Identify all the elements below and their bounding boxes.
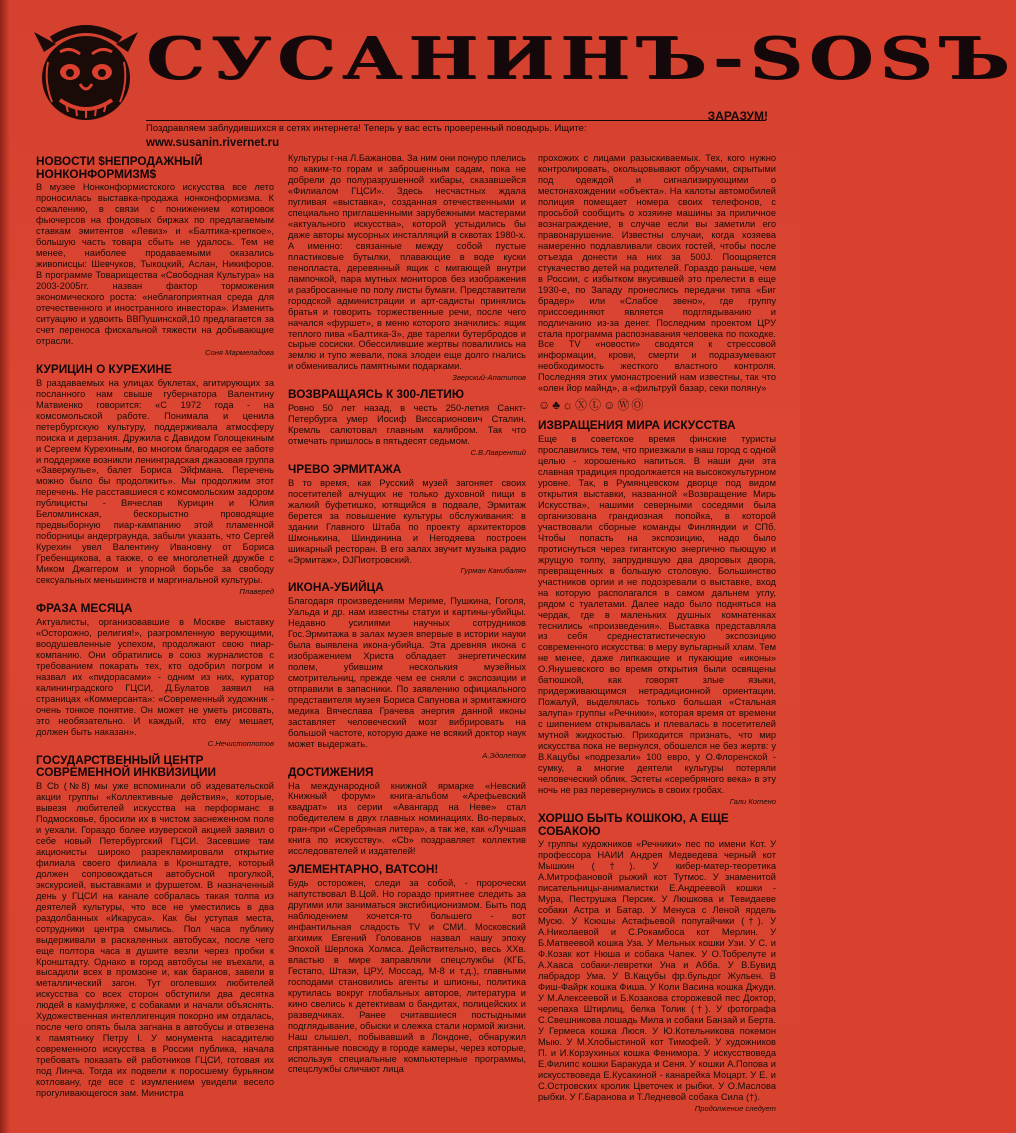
site-link[interactable]: www.susanin.rivernet.ru: [146, 137, 280, 149]
masthead-corner-label: ЗАРАЗУМ!: [707, 109, 768, 123]
article-body: Ровно 50 лет назад, в честь 250-летия Санкт-Петербурга умер Иосиф Виссарионович Сталин. Кремль салютовал главным калибром. Так что отмечать пришлось в пятьдесят седьмом.: [288, 403, 526, 447]
continued-note: Продолжение следует: [694, 1103, 776, 1113]
article-300: [288, 388, 526, 457]
article-title: ГОСУДАРСТВЕННЫЙ ЦЕНТР СОВРЕМЕННОЙ ИНКВИЗИЦИИ: [36, 752, 216, 780]
article-title: ДОСТИЖЕНИЯ: [288, 764, 374, 779]
article-title: ЭЛЕМЕНТАРНО, ВАТСОН!: [288, 862, 439, 877]
article-inquisition: [36, 754, 274, 1100]
article-author: Плаверед: [239, 587, 274, 597]
article-title: ИЗВРАЩЕНИЯ МИРА ИСКУССТВА: [538, 418, 736, 433]
article-phrase: [36, 602, 274, 747]
article-inquisition-cont: [288, 153, 526, 382]
article-body: У группы художников «Речники» пес по имени Кот. У профессора НАИИ Андрея Медведева черный кот Мышкин (†). У кибер-матер-теоретика А.Митрофановой рыжий кот Тутмос. У знаменитой писательницы-анималистки Е.Андреевой кошки - Мура, Пеструшка Персик. У Люшкова и Тевидаеве собаки Астра и Батар. У Менуса с Леной ярдель Мусю. У Ксюшы Астафьевой попугайчики (†). У А.Николаевой и С.Рокамбоса кот Мерлин. У Б.Матвеевой кошка Уза. У Мельных кошки Уэи. У С. и Ф.Козак кот Нюша и собака Чапек. У О.Тобрелуте и А.Хааса собаки-левретки Уна и Абба. У В.Бувид лабрадор Ума. У В.Кацубы фр.бульдог Жульен. В Фиш-Файрк кошка Фиша. У Коли Васина кошка Джуди. У М.Алексеевой и Б.Козакова сторожевой пес Доктор, черепаха Штирлиц, белка Толик (†). У фотографа С.Свешникова лошадь Мила и собаки Банзай и Берта. У Гермеса кошка Люся. У Ю.Котельникова покемон Мыю. У М.Хлобыстиной кот Тимофей. У художников П. и И.Корзухиных кошка Фенимора. У искусствоведа Е.Филипс кошки Баракуда и Сеня. У кошки А.Попова и искусствоведа Е.Кусакиной - канарейка Моцарт. У Е. и С.Островских кролик Цветочек и рыбки. У О.Маслова рыбки. У Г.Баранова и Т.Ледневой собака Сила (†).: [538, 839, 776, 1102]
article-title: ВОЗВРАЩАЯСЬ К 300-ЛЕТИЮ: [288, 387, 465, 402]
article-body: Культуры г-на Л.Бажанова. За ним они понуро плелись по каким-то горам и заброшенным садам, пока не добрели до полуразрушенной хибары, сказавшейся «Филиалом ГЦСИ». Здесь несчастных ждала пугливая «выставка», созданная отечественными и специально приглашенными зарубежными мастерами «актуального искусства», которой устыдились бы даже авторы мусорных инсталляций в сквотах 1980-х. А именно: связанные между собой пустые пластиковые бутылки, плавающие в воде куски пенопласта, деревянный ящик с мигающей внутри лампочкой, пара мутных мониторов без изображения и разбросанные по полу листы бумаги. Представители городской администрации и арт-садисты принялись братья и говорить торжественные речи, после чего начался «фуршет», в меню которого значились: ящик теплого пива «Балтика-3», две тарелки бутербродов и сырые сосиски. Обессилившие жертвы повалились на землю и тупо жевали, пока злодеи еще долго гнались и обменивались памятными подарками.: [288, 153, 526, 372]
masthead-tagline: Поздравляем заблудившихся в сетях интернета! Теперь у вас есть проверенный поводырь. Ищите:: [146, 123, 587, 134]
article-author: А.Эдолетов: [482, 750, 526, 760]
article-hermitage: [288, 463, 526, 575]
article-body: Еще в советское время финские туристы прославились тем, что приезжали в наш город с одной целью - хорошенько напиться. В наши дни эта славная традиция продолжается на высококультурном уровне. Так, в Румянцевском дворце под видом открытия выставки, названной «Возвращение Мирь Искусства», нашими северными соседями была организована грандиозная попойка, в которой участвовали сборные команды Финляндии и СПб. Чтобы попасть на экспозицию, надо было протиснуться через гигантскую энергично пьющую и жрущую толпу, запрудившую два дворовых двора, превращенных в большую столовую. Большинство участников оргии и не подозревали о выставке, вход на которую располагался в самом дальнем углу, рядом с туалетами. Далее надо было подняться на чердак, где в маленьких душных комнатенках теснились «произведения». Выставка представляла из себя среднестатистическую экспозицию современного искусства: в меру вульгарный хлам. Тем не менее, даже липкающие и пукающие «иконы» О.Янушевского во время открытия были освящены батюшкой, как говорят злые языки, придерживающимся нетрадиционной ориентации. Пожалуй, выделялась только большая «Стальная залупа» группы «Речники», которая время от времени с шипением открывалась и плевалась в посетителей мутной жидкостью. Приходится признать, что мир искусства пока не вернулся, обошелся не без жертв: у В.Кацубы «подрезали» 100 евро, у О.Флоренской - сумку, а многие деятели культуры потеряли человеческий облик. Эстеты «серебряного века» в эту ночь не раз перевернулись в своих гробах.: [538, 434, 776, 796]
article-achievements: [288, 766, 526, 858]
article-news: [36, 155, 274, 357]
article-body: На международной книжной ярмарке «Невский Книжный форум» книга-альбом «Арефьевский квадрат» из серии «Авангард на Неве» стал победителем в двух главных номинациях. Во-первых, гран-при «Серебряная литера», а так же, как «Лучшая книга по искусству». «Сb» поздравляет коллектив исследователей и издателей!: [288, 780, 526, 857]
article-author: Соня Мармеладова: [205, 348, 274, 357]
article-author: С.В.Лаврентий: [470, 447, 526, 457]
article-author: Гурман Канибалян: [460, 566, 526, 576]
masthead-rule: [146, 120, 766, 121]
article-watson: [288, 863, 526, 1075]
article-author: Гали Котено: [729, 797, 776, 807]
column-right: [538, 153, 776, 1119]
article-author: С.Нечистоплотов: [207, 738, 274, 748]
article-perversions: [538, 419, 776, 806]
article-pets: [538, 812, 776, 1113]
article-body: В Сb (№8) мы уже вспоминали об издевательской акции группы «Коллективные действия», которые, вывезя любителей искусства на перформанс в Подмосковье, бросили их в чистом заснеженном поле и уехали. Гораздо более изуверской акцией заявил о себе новый Петербургский ГЦСИ. Засевшие там акционисты широко разрекламировали открытие филиала своего филиала в Кронштадте, который должен сопровождаться автобусной прогулкой, экскурсией, выставками и фуршетом. В назначенный день у ГЦСИ на канале собралась такая толпа из деятелей культуры, что все не уместились в два раздолбанных «Икаруса». Как бы уступая места, сотрудники центра смылись. Пол часа публику выдерживали в раскаленных автобусах, после чего еще полтора часа в душите везли через пробки к Кронштадту. Однако в город автобусы не въехали, а высадили всех в промзоне и, как баранов, завели в металлический загон. Тут оголевших любителей искусства со всех сторон обступили два десятка людей в камуфляже, с собаками и начали объяснять. Художественная интеллигенция покорно им отдалась, после чего опять была загнана в автобусы и отвезена к памятнику Петру I. У монумента насадителю современного искусства в России публика, начала требовать показать ей работников ГЦСИ, готовая их под Линча. Тогда их подвели к поросшему бурьяном котловану, где все с изумлением увидели весело прогуливающегося зам. Министра: [36, 781, 274, 1099]
masthead-title: СУСАНИНЪ-SOSЪ: [146, 25, 1016, 93]
article-title: ХОРШО БЫТЬ КОШКОЮ, А ЕЩЕ СОБАКОЮ: [538, 811, 729, 838]
article-icon: [288, 581, 526, 759]
article-kuritsin: [36, 363, 274, 596]
article-body: В то время, как Русский музей загоняет своих посетителей алчущих не только духовной пищи в жалкий буфетишко, ютящийся в подвале, Эрмитаж берется за повышение культуры обслуживания: в здании Главного Штаба по проекту архитекторов Шмонькина, Шиндинина и Негодяева построен шикарный ресторан. В его залах звучит музыка радио «Эрмитаж», DJПиотровский.: [288, 477, 526, 565]
column-middle: [288, 153, 526, 1081]
article-author: Зверский-Апатитов: [452, 373, 526, 383]
article-watson-cont: [538, 153, 776, 413]
column-left: [36, 153, 274, 1105]
article-title: ФРАЗА МЕСЯЦА: [36, 601, 133, 616]
article-body: Будь осторожен, следи за собой, - пророчески напутствовал В.Цой. Но гораздо приятнее следить за другими или заниматься эксгибиционизмом. Быть под наблюдением хочется-то большего - вот инфантильная сладость TV и СМИ. Московский агхимик Евгений Голованов назвал нашу эпоху Эпохой Шерлока Холмса. Действительно, весь XXв. властью в мире заправляли спецслужбы (КГБ, Гестапо, Штази, ЦРУ, Моссад, M-8 и т.д.), главными господами становились агенты и шпионы, политика крутилась вокруг глобальных авторов, литература и кино свелись к детективам о бандитах, полицейских и разведчиках. Ранее считавшиеся постыдными подглядывание, обыски и слежка стали нормой жизни. Наш слышел, побывавший в Лондоне, обнаружил спрятанные повсюду в городе камеры, через которые, используя специальные компьютерные программы, спецслужбы сличают лица: [288, 878, 526, 1075]
article-title: НОВОСТИ $НЕПРОДАЖНЫЙ НОНКОНФОРМИЗМ$: [36, 154, 203, 181]
article-body: Актуалисты, организовавшие в Москве выставку «Осторожно, религия!», разгромленную верующими, воодушевленные успехом, продолжают свою пиар-компанию. Они обратились в союз журналистов с требованием покарать тех, кто одобрил погром и назвал их «пидорасами» - одним из них, куратор калининградского ГЦСИ, Д.Булатов заявил на страницах «Коммерсанта»: «Современный художник - очень тонкое понятие. Он может не уметь рисовать, это необязательно. И каждый, кто ему мешает, должен быть наказан».: [36, 616, 274, 737]
article-title: ИКОНА-УБИЙЦА: [288, 580, 384, 595]
article-body: прохожих с лицами разыскиваемых. Тех, кого нужно контролировать, окольцовывают обручами, скрытыми под одеждой и сигнализирующими о местонахождении «объекта». На калоты автомобилей полиция помещает номера своих телефонов, с просьбой сообщить о хозяине машины за приличное вознаграждение, в случае если вы заметили его правонарушение. Известны случаи, когда хозяева намеренно подлавливали своих гостей, чтобы после отъезда донести на них за 500J. Поощряется стукачество детей на родителей. Гораздо раньше, чем в России, с избытком вкусившей это прелести в еще 1930-е, по Западу пронеслись передачи типа «Биг брадер» или «Слабое звено», где группу приссоединяют является подглядыванию и подличанию из-за денег. Последним проектом ЦРУ стала программа распознавания человека по походке. Все ТV «новости» сводятся к стрессовой информации, крови, смерти и подразумевают необходимость жесткого властного контроля. Последняя этих умонастроений нам известны, так что «олен йор майнд», а «фильтруй базар, секи поляну»: [538, 153, 776, 394]
article-body: В раздаваемых на улицах буклетах, агитирующих за посланного нам свыше губернатора Валентину Матвиенко говорится: «С 1972 года - на комсомольской работе. Понимала и ценила петербургскую культуру, поддерживала атмосферу поиска и дерзания. Дружила с Давидом Голощекиным и Сергеем Курехиным, во многом благодаря ее заботе и поддержке возникли ленинградская джазовая группа «Заверкулье», балет Бориса Эйфмана. Перечень можно было бы продолжить». Мы продолжим этот перечень. Не расставшиеся с комсомольским задором публицисты - Вячеслав Курицин и Юлия Беломлинская, бескорыстно проводящие предвыборную пиар-кампанию этой пламенной поборницы андерграунда, забыли указать, что Сергей Курехин увел Валентину Ивановну от Бориса Гребенщикова, а также, о ее многолетней дружбе с Миком Джаггером и упорной борьбе за свободу сексуальных меньшинств и маргинальной культуры.: [36, 377, 275, 586]
page-edge-shadow: [0, 0, 10, 1133]
article-body: Благодаря произведениям Мериме, Пушкина, Гоголя, Уальда и др. нам известны статуи и картины-убийцы. Недавно усилиями научных сотрудников Гос.Эрмитажа в залах музея впервые в истории науки была выявлена икона-убийца. Эта древняя икона с изображением Христа обладает энергетическим полем, убившим несколькия музейных смотрительниц, прежде чем ее сняли с экспозиции и отправили в запасники. По заявлению официального представителя музея Бориса Сапунова и эрмитажного медика Вячеслава Грачева энергия данной иконы заставляет человеческий мозг вибрировать на большой частоте, которую даже не всякий доктор наук может выдержать.: [288, 596, 526, 749]
dingbat-glyphs: ☺♣☼ⓍⓁ☺ⓌⓄ: [538, 398, 646, 413]
article-body: В музее Нонконформистского искусства все лето проносилась выставка-продажа нонконформизма. К сожалению, в связи с понижением котировок фьючерсов на фондовых биржах по предлагаемым ставкам эмитентов «Левиз» и «Балтика-крепкое», большую часть товара сбыть не удалось. Тем не менее, наиболее продаваемыми оказались живописцы: Шевчуков, Тыкоцкий, Аслан, Никифоров. В программе Товарищества «Свободная Культура» на 2003-2005гг. назван фактор торможения экономического роста: «неблагоприятная среда для отечественного и иностранного инвестора». Изменить ситуацию и удвоить ВВПушинской,10 предлагается за счет переноса фискальной тяжести на добывающие отрасли.: [36, 182, 274, 347]
article-title: ЧРЕВО ЭРМИТАЖА: [288, 461, 402, 476]
article-title: КУРИЦИН О КУРЕХИНЕ: [36, 362, 172, 376]
susanin-head-logo: [30, 22, 142, 130]
